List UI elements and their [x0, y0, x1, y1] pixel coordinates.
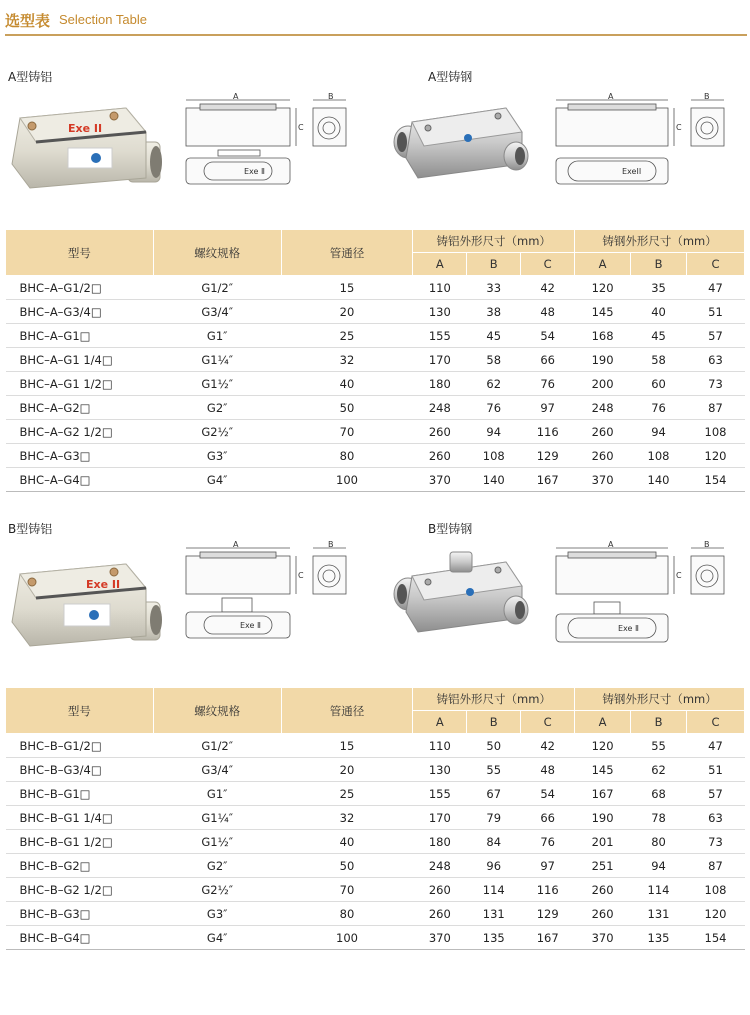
al-b-cell: 84 [467, 830, 521, 854]
col-header-steel-a: A [575, 253, 631, 276]
steel-b-cell: 140 [631, 468, 687, 492]
steel-b-cell: 78 [631, 806, 687, 830]
al-a-cell: 180 [413, 830, 467, 854]
page-title-cn: 选型表 [5, 12, 51, 30]
steel-c-cell: 87 [686, 854, 744, 878]
thread-cell: G2″ [153, 854, 281, 878]
steel-b-cell: 58 [631, 348, 687, 372]
steel-c-cell: 154 [686, 468, 744, 492]
steel-a-cell: 145 [575, 758, 631, 782]
b-steel-dim-c-label: C [676, 571, 682, 580]
al-a-cell: 130 [413, 300, 467, 324]
al-b-cell: 79 [467, 806, 521, 830]
thread-cell: G3″ [153, 902, 281, 926]
al-c-cell: 42 [521, 734, 575, 758]
pipe-cell: 15 [281, 276, 413, 300]
al-a-cell: 260 [413, 902, 467, 926]
a-steel-dim-a-label: A [608, 92, 614, 101]
col-header-steel-a: A [575, 711, 631, 734]
al-b-cell: 96 [467, 854, 521, 878]
steel-a-cell: 251 [575, 854, 631, 878]
section-b-al-label: B型铸铝 [8, 522, 53, 536]
steel-c-cell: 51 [686, 300, 744, 324]
al-c-cell: 76 [521, 830, 575, 854]
al-b-cell: 58 [467, 348, 521, 372]
pipe-cell: 32 [281, 348, 413, 372]
a-dim-b-label: B [328, 92, 334, 101]
steel-c-cell: 63 [686, 348, 744, 372]
model-cell: BHC–B–G3□ [6, 902, 154, 926]
al-c-cell: 48 [521, 300, 575, 324]
al-b-cell: 76 [467, 396, 521, 420]
table-row [6, 878, 745, 902]
steel-b-cell: 135 [631, 926, 687, 950]
a-steel-dim-b-label: B [704, 92, 710, 101]
steel-a-cell: 120 [575, 734, 631, 758]
steel-c-cell: 120 [686, 444, 744, 468]
al-a-cell: 260 [413, 420, 467, 444]
table-row [6, 902, 745, 926]
model-cell: BHC–A–G1□ [6, 324, 154, 348]
steel-c-cell: 47 [686, 276, 744, 300]
pipe-cell: 25 [281, 324, 413, 348]
model-cell: BHC–B–G1□ [6, 782, 154, 806]
al-a-cell: 260 [413, 444, 467, 468]
col-header-steel-b: B [631, 253, 687, 276]
b-cast-steel-product-image [388, 548, 538, 652]
b-dim-b-label: B [328, 540, 334, 549]
col-header-al-a: A [413, 253, 467, 276]
thread-cell: G1¼″ [153, 806, 281, 830]
section-a-table-body [6, 276, 745, 492]
al-c-cell: 129 [521, 444, 575, 468]
steel-b-cell: 35 [631, 276, 687, 300]
pipe-cell: 50 [281, 396, 413, 420]
steel-a-cell: 201 [575, 830, 631, 854]
pipe-cell: 70 [281, 420, 413, 444]
col-header-steel-b: B [631, 711, 687, 734]
a-steel-drawing-mark: ExeII [622, 167, 642, 176]
steel-a-cell: 190 [575, 806, 631, 830]
steel-a-cell: 370 [575, 926, 631, 950]
col-header-thread: 螺纹规格 [153, 230, 281, 276]
table-row [6, 782, 745, 806]
a-al-drawing-mark: Exe Ⅱ [244, 167, 265, 176]
model-cell: BHC–A–G3/4□ [6, 300, 154, 324]
al-b-cell: 45 [467, 324, 521, 348]
thread-cell: G1/2″ [153, 276, 281, 300]
al-c-cell: 76 [521, 372, 575, 396]
steel-c-cell: 108 [686, 420, 744, 444]
section-b-steel-label: B型铸钢 [428, 522, 473, 536]
col-header-steel-dims: 铸钢外形尺寸（mm） [575, 230, 745, 253]
thread-cell: G1″ [153, 324, 281, 348]
al-c-cell: 97 [521, 854, 575, 878]
steel-c-cell: 57 [686, 324, 744, 348]
section-b-spec-table [5, 687, 745, 950]
col-header-al-a: A [413, 711, 467, 734]
model-cell: BHC–A–G2 1/2□ [6, 420, 154, 444]
al-c-cell: 66 [521, 806, 575, 830]
al-a-cell: 260 [413, 878, 467, 902]
pipe-cell: 32 [281, 806, 413, 830]
a-steel-dimension-drawing [548, 92, 743, 192]
col-header-model: 型号 [6, 688, 154, 734]
section-a-al-label: A型铸铝 [8, 70, 53, 84]
col-header-steel-c: C [686, 711, 744, 734]
col-header-model: 型号 [6, 230, 154, 276]
steel-b-cell: 131 [631, 902, 687, 926]
al-c-cell: 116 [521, 878, 575, 902]
col-header-pipe: 管通径 [281, 688, 413, 734]
col-header-al-c: C [521, 253, 575, 276]
steel-b-cell: 40 [631, 300, 687, 324]
steel-a-cell: 260 [575, 420, 631, 444]
al-a-cell: 170 [413, 348, 467, 372]
a-cast-steel-product-image [388, 92, 538, 192]
al-b-cell: 108 [467, 444, 521, 468]
steel-b-cell: 60 [631, 372, 687, 396]
a-al-mark-text: Exe II [68, 122, 103, 135]
al-b-cell: 67 [467, 782, 521, 806]
al-c-cell: 42 [521, 276, 575, 300]
thread-cell: G1″ [153, 782, 281, 806]
steel-a-cell: 167 [575, 782, 631, 806]
col-header-aluminum-dims: 铸铝外形尺寸（mm） [413, 688, 575, 711]
pipe-cell: 70 [281, 878, 413, 902]
pipe-cell: 20 [281, 300, 413, 324]
model-cell: BHC–A–G1 1/4□ [6, 348, 154, 372]
steel-a-cell: 200 [575, 372, 631, 396]
al-b-cell: 50 [467, 734, 521, 758]
steel-b-cell: 108 [631, 444, 687, 468]
al-a-cell: 248 [413, 396, 467, 420]
table-row [6, 276, 745, 300]
al-a-cell: 110 [413, 734, 467, 758]
table-row [6, 734, 745, 758]
pipe-cell: 15 [281, 734, 413, 758]
table-row [6, 926, 745, 950]
al-a-cell: 130 [413, 758, 467, 782]
al-c-cell: 167 [521, 468, 575, 492]
table-row [6, 348, 745, 372]
al-a-cell: 370 [413, 926, 467, 950]
col-header-al-b: B [467, 253, 521, 276]
pipe-cell: 50 [281, 854, 413, 878]
a-dim-a-label: A [233, 92, 239, 101]
b-al-drawing-mark: Exe Ⅱ [240, 621, 261, 630]
thread-cell: G2½″ [153, 420, 281, 444]
pipe-cell: 40 [281, 830, 413, 854]
table-row [6, 468, 745, 492]
al-c-cell: 116 [521, 420, 575, 444]
a-cast-aluminum-product-image [8, 92, 168, 192]
table-row [6, 396, 745, 420]
pipe-cell: 40 [281, 372, 413, 396]
table-row [6, 806, 745, 830]
thread-cell: G3/4″ [153, 300, 281, 324]
thread-cell: G3″ [153, 444, 281, 468]
col-header-pipe: 管通径 [281, 230, 413, 276]
al-c-cell: 48 [521, 758, 575, 782]
steel-c-cell: 73 [686, 830, 744, 854]
b-cast-aluminum-product-image [8, 552, 168, 652]
al-c-cell: 129 [521, 902, 575, 926]
table-row [6, 758, 745, 782]
pipe-cell: 80 [281, 444, 413, 468]
al-a-cell: 155 [413, 324, 467, 348]
thread-cell: G1¼″ [153, 348, 281, 372]
al-a-cell: 248 [413, 854, 467, 878]
al-a-cell: 170 [413, 806, 467, 830]
b-al-dimension-drawing [178, 540, 353, 645]
model-cell: BHC–B–G1 1/2□ [6, 830, 154, 854]
steel-c-cell: 108 [686, 878, 744, 902]
thread-cell: G2½″ [153, 878, 281, 902]
b-steel-dim-a-label: A [608, 540, 614, 549]
steel-a-cell: 370 [575, 468, 631, 492]
al-c-cell: 66 [521, 348, 575, 372]
steel-b-cell: 55 [631, 734, 687, 758]
a-dim-c-label: C [298, 123, 304, 132]
thread-cell: G3/4″ [153, 758, 281, 782]
al-b-cell: 62 [467, 372, 521, 396]
steel-a-cell: 260 [575, 444, 631, 468]
al-a-cell: 155 [413, 782, 467, 806]
model-cell: BHC–B–G2□ [6, 854, 154, 878]
table-row [6, 324, 745, 348]
b-dim-c-label: C [298, 571, 304, 580]
steel-b-cell: 76 [631, 396, 687, 420]
steel-b-cell: 114 [631, 878, 687, 902]
section-a-steel-label: A型铸钢 [428, 70, 473, 84]
model-cell: BHC–B–G2 1/2□ [6, 878, 154, 902]
col-header-steel-c: C [686, 253, 744, 276]
steel-b-cell: 45 [631, 324, 687, 348]
table-row [6, 854, 745, 878]
steel-b-cell: 62 [631, 758, 687, 782]
steel-a-cell: 190 [575, 348, 631, 372]
al-a-cell: 110 [413, 276, 467, 300]
al-c-cell: 54 [521, 324, 575, 348]
model-cell: BHC–B–G1/2□ [6, 734, 154, 758]
steel-b-cell: 94 [631, 854, 687, 878]
steel-a-cell: 260 [575, 878, 631, 902]
pipe-cell: 80 [281, 902, 413, 926]
al-a-cell: 370 [413, 468, 467, 492]
b-steel-dim-b-label: B [704, 540, 710, 549]
pipe-cell: 25 [281, 782, 413, 806]
model-cell: BHC–A–G4□ [6, 468, 154, 492]
al-b-cell: 131 [467, 902, 521, 926]
pipe-cell: 100 [281, 926, 413, 950]
page-title-en: Selection Table [59, 12, 147, 27]
steel-a-cell: 168 [575, 324, 631, 348]
b-dim-a-label: A [233, 540, 239, 549]
steel-c-cell: 47 [686, 734, 744, 758]
thread-cell: G4″ [153, 468, 281, 492]
steel-b-cell: 68 [631, 782, 687, 806]
al-b-cell: 33 [467, 276, 521, 300]
steel-b-cell: 94 [631, 420, 687, 444]
model-cell: BHC–A–G1/2□ [6, 276, 154, 300]
al-c-cell: 97 [521, 396, 575, 420]
b-steel-drawing-mark: Exe Ⅱ [618, 624, 639, 633]
al-b-cell: 38 [467, 300, 521, 324]
model-cell: BHC–A–G1 1/2□ [6, 372, 154, 396]
col-header-al-b: B [467, 711, 521, 734]
al-b-cell: 94 [467, 420, 521, 444]
steel-a-cell: 248 [575, 396, 631, 420]
steel-a-cell: 120 [575, 276, 631, 300]
b-al-mark-text: Exe II [86, 578, 121, 591]
col-header-thread: 螺纹规格 [153, 688, 281, 734]
steel-a-cell: 260 [575, 902, 631, 926]
steel-c-cell: 154 [686, 926, 744, 950]
pipe-cell: 20 [281, 758, 413, 782]
al-b-cell: 140 [467, 468, 521, 492]
table-row [6, 300, 745, 324]
model-cell: BHC–B–G1 1/4□ [6, 806, 154, 830]
model-cell: BHC–B–G4□ [6, 926, 154, 950]
pipe-cell: 100 [281, 468, 413, 492]
al-c-cell: 54 [521, 782, 575, 806]
model-cell: BHC–A–G2□ [6, 396, 154, 420]
al-b-cell: 55 [467, 758, 521, 782]
model-cell: BHC–B–G3/4□ [6, 758, 154, 782]
thread-cell: G1½″ [153, 830, 281, 854]
steel-c-cell: 87 [686, 396, 744, 420]
steel-c-cell: 57 [686, 782, 744, 806]
col-header-al-c: C [521, 711, 575, 734]
thread-cell: G1½″ [153, 372, 281, 396]
steel-c-cell: 73 [686, 372, 744, 396]
steel-c-cell: 51 [686, 758, 744, 782]
table-row [6, 830, 745, 854]
steel-a-cell: 145 [575, 300, 631, 324]
thread-cell: G4″ [153, 926, 281, 950]
page-header [5, 2, 747, 36]
steel-c-cell: 120 [686, 902, 744, 926]
steel-b-cell: 80 [631, 830, 687, 854]
thread-cell: G2″ [153, 396, 281, 420]
section-a-spec-table [5, 229, 745, 492]
a-al-dimension-drawing [178, 92, 353, 192]
b-steel-dimension-drawing [548, 540, 743, 650]
table-row [6, 444, 745, 468]
model-cell: BHC–A–G3□ [6, 444, 154, 468]
col-header-aluminum-dims: 铸铝外形尺寸（mm） [413, 230, 575, 253]
thread-cell: G1/2″ [153, 734, 281, 758]
col-header-steel-dims: 铸钢外形尺寸（mm） [575, 688, 745, 711]
table-row [6, 420, 745, 444]
steel-c-cell: 63 [686, 806, 744, 830]
a-steel-dim-c-label: C [676, 123, 682, 132]
al-b-cell: 114 [467, 878, 521, 902]
al-a-cell: 180 [413, 372, 467, 396]
table-row [6, 372, 745, 396]
al-b-cell: 135 [467, 926, 521, 950]
section-b-table-body [6, 734, 745, 950]
al-c-cell: 167 [521, 926, 575, 950]
